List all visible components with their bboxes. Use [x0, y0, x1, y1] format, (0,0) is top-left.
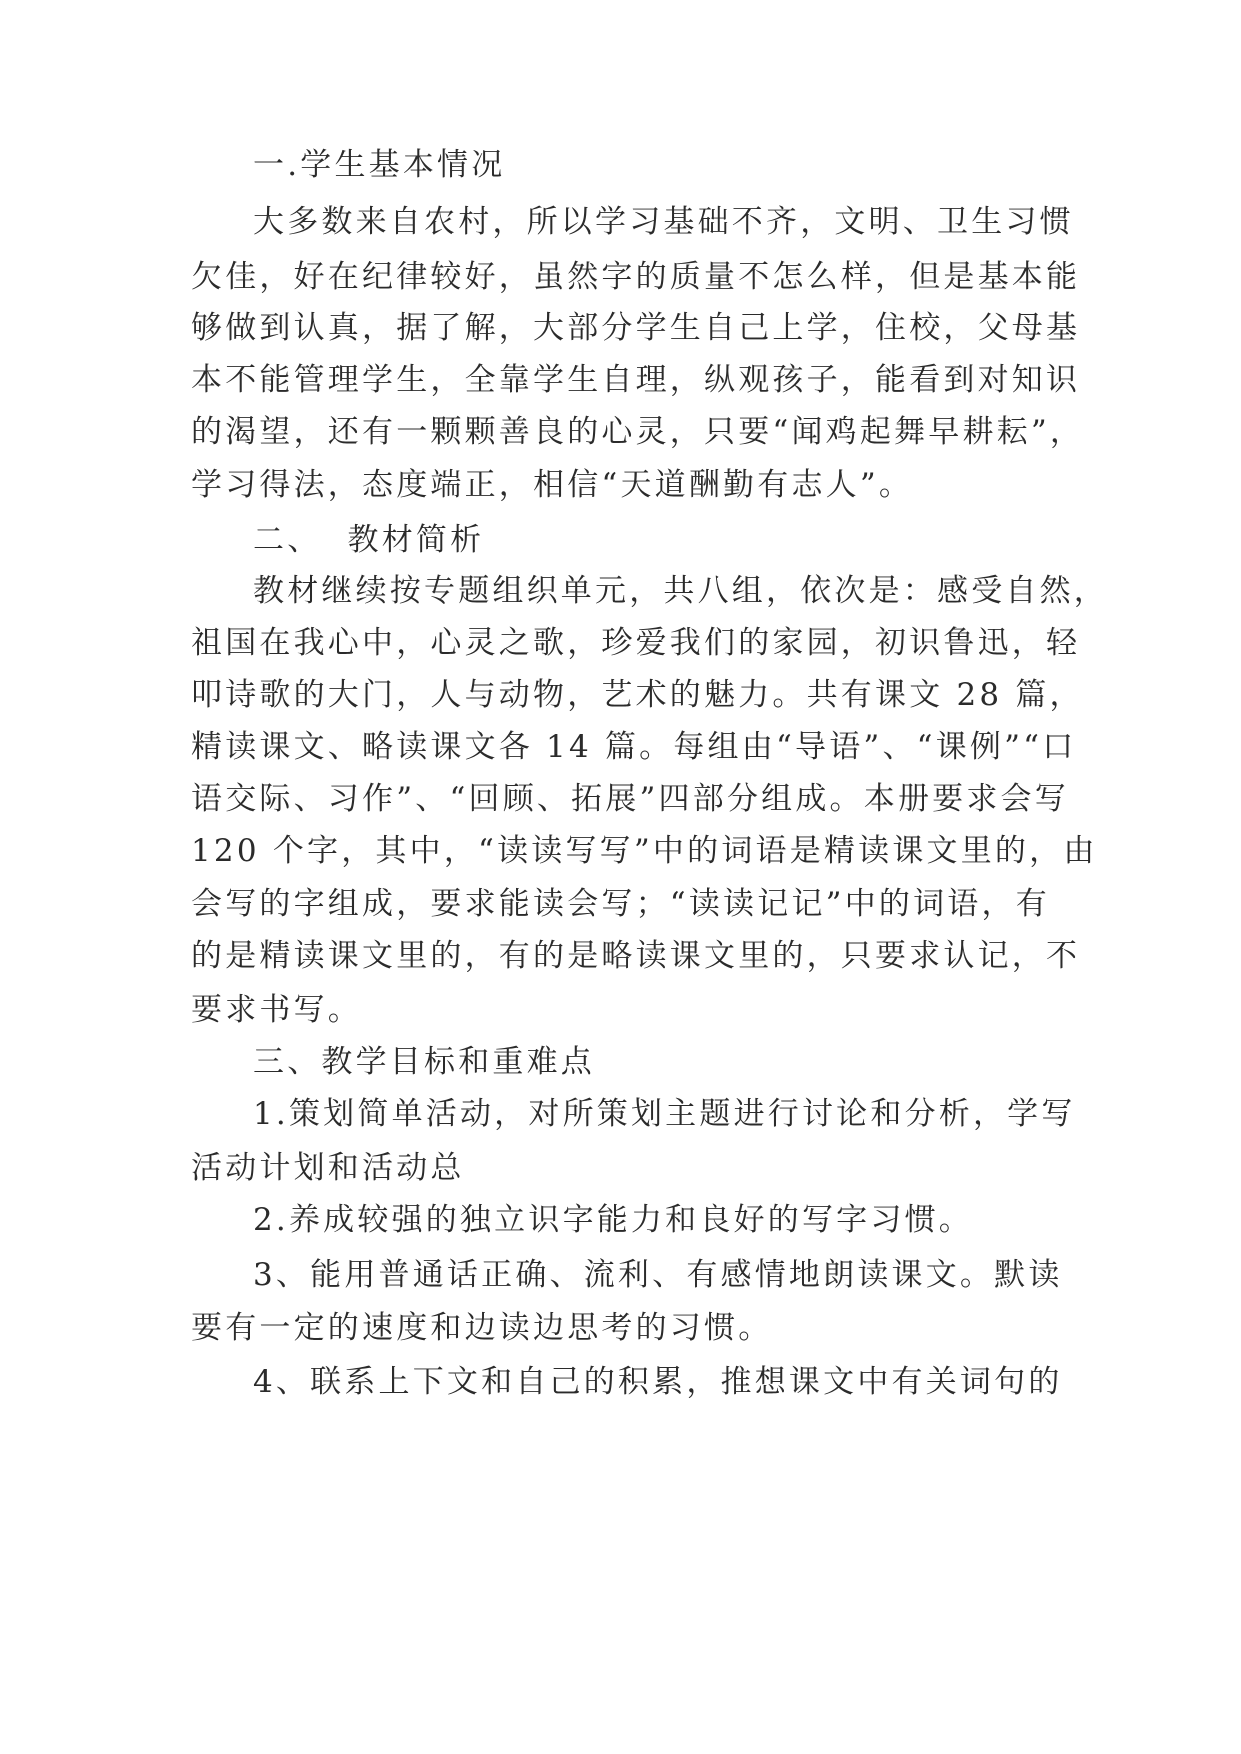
- paragraph-line: 教材继续按专题组织单元，共八组，依次是：感受自然，: [253, 573, 1108, 609]
- section-heading-2: 二、 教材简析: [253, 522, 485, 558]
- list-item-line: 4、联系上下文和自己的积累，推想课文中有关词句的: [253, 1364, 1063, 1400]
- paragraph-line: 欠佳，好在纪律较好，虽然字的质量不怎么样，但是基本能: [191, 259, 1081, 295]
- list-item-line: 3、能用普通话正确、流利、有感情地朗读课文。默读: [253, 1257, 1063, 1293]
- paragraph-line: 会写的字组成，要求能读会写；“读读记记”中的词语，有: [191, 886, 1050, 922]
- paragraph-line: 叩诗歌的大门，人与动物，艺术的魅力。共有课文 28 篇，: [191, 677, 1084, 713]
- paragraph-line: 学习得法，态度端正，相信“天道酬勤有志人”。: [191, 467, 914, 503]
- paragraph-line: 大多数来自农村，所以学习基础不齐，文明、卫生习惯: [253, 204, 1074, 240]
- paragraph-line: 精读课文、略读课文各 14 篇。每组由“导语”、“课例”“口: [191, 729, 1077, 765]
- section-heading-1: 一.学生基本情况: [253, 147, 506, 183]
- list-item-line: 2.养成较强的独立识字能力和良好的写字习惯。: [253, 1202, 973, 1238]
- section-heading-3: 三、教学目标和重难点: [253, 1044, 595, 1080]
- paragraph-line: 120 个字，其中，“读读写写”中的词语是精读课文里的，由: [191, 833, 1098, 869]
- paragraph-line: 的渴望，还有一颗颗善良的心灵，只要“闻鸡起舞早耕耘”，: [191, 414, 1085, 450]
- list-item-line: 要有一定的速度和边读边思考的习惯。: [191, 1310, 773, 1346]
- paragraph-line: 祖国在我心中，心灵之歌，珍爱我们的家园，初识鲁迅，轻: [191, 625, 1081, 661]
- paragraph-line: 的是精读课文里的，有的是略读课文里的，只要求认记，不: [191, 938, 1081, 974]
- paragraph-line: 够做到认真，据了解，大部分学生自己上学，住校，父母基: [191, 310, 1081, 346]
- paragraph-line: 语交际、习作”、“回顾、拓展”四部分组成。本册要求会写: [191, 781, 1069, 817]
- paragraph-line: 要求书写。: [191, 992, 362, 1028]
- paragraph-line: 本不能管理学生，全靠学生自理，纵观孩子，能看到对知识: [191, 362, 1081, 398]
- list-item-line: 1.策划简单活动，对所策划主题进行讨论和分析，学写: [253, 1096, 1076, 1132]
- list-item-line: 活动计划和活动总: [191, 1150, 465, 1186]
